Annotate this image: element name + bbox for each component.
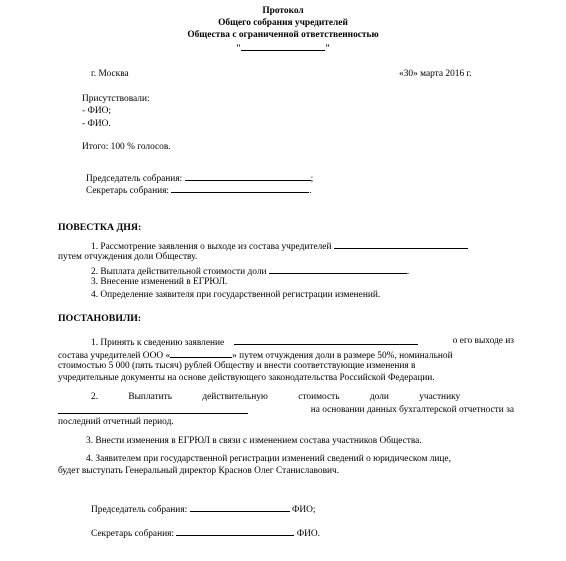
- llc-name-blank: [170, 349, 232, 358]
- attendee-2: - ФИО.: [82, 119, 111, 129]
- signature-secretary: Секретарь собрания: ФИО.: [91, 529, 321, 539]
- chair-name-blank: [185, 172, 311, 181]
- secretary-line: Секретарь собрания: .: [86, 186, 312, 196]
- meeting-city: г. Москва: [91, 69, 129, 79]
- applicant-blank: [234, 336, 418, 345]
- resolution-2-line3: последний отчетный период.: [58, 417, 174, 427]
- resolution-4-line1: 4. Заявителем при государственной регистрации изменений сведений о юридическом лице,: [86, 454, 451, 464]
- company-name-blank: [241, 42, 325, 51]
- doc-title: Протокол: [262, 6, 304, 16]
- company-name-line: " ": [235, 44, 331, 54]
- agenda-share-blank: [269, 265, 407, 274]
- resolution-2-line2: на основании данных бухгалтерской отчетности за: [58, 405, 514, 418]
- doc-subtitle: Общего собрания учредителей: [218, 18, 348, 28]
- agenda-item-1: 1. Рассмотрение заявления о выходе из состава учредителей: [91, 240, 468, 253]
- agenda-item-2: 2. Выплата действительной стоимости доли .: [91, 267, 410, 277]
- resolution-3: 3. Внести изменения в ЕГРЮЛ в связи с изменением состава участников Общества.: [86, 436, 422, 446]
- doc-company-type: Общества с ограниченной ответственностью: [187, 30, 379, 40]
- agenda-item-1-cont: путем отчуждения доли Обществу.: [58, 252, 198, 262]
- meeting-date: «30» марта 2016 г.: [399, 69, 472, 79]
- participant-blank: [58, 405, 248, 414]
- signature-chair: Председатель собрания: ФИО;: [91, 505, 316, 515]
- resolution-2-line1: 2. Выплатить действительную стоимость доли участнику: [91, 392, 461, 402]
- agenda-heading: ПОВЕСТКА ДНЯ:: [58, 222, 142, 233]
- resolution-1-line1: 1. Принять к сведению заявление о его выходе из: [91, 336, 514, 348]
- chair-line: Председатель собрания: ;: [86, 174, 314, 184]
- agenda-member-blank: [334, 240, 468, 249]
- secretary-name-blank: [171, 184, 309, 193]
- attendee-1: - ФИО;: [82, 106, 112, 116]
- resolution-4-line2: будет выступать Генеральный директор Краснов Олег Станиславович.: [58, 466, 340, 476]
- agenda-item-3: 3. Внесение изменений в ЕГРЮЛ.: [91, 277, 228, 287]
- resolution-1-line4: учредительные документы на основе действующего законодательства Российской Федерации.: [58, 373, 435, 383]
- resolution-1-line3: стоимостью 5 000 (пять тысяч) рублей Обществу и внести соответствующие изменения в: [58, 361, 416, 371]
- secretary-signature-blank: [176, 527, 294, 536]
- chair-signature-blank: [190, 503, 290, 512]
- vote-total: Итого: 100 % голосов.: [82, 142, 171, 152]
- attendance-label: Присутствовали:: [82, 94, 150, 104]
- agenda-item-4: 4. Определение заявителя при государственной регистрации изменений.: [91, 290, 381, 300]
- resolution-1-line2: состава учредителей ООО « » путем отчуждения доли в размере 50%, номинальной: [58, 351, 453, 361]
- resolved-heading: ПОСТАНОВИЛИ:: [58, 313, 142, 324]
